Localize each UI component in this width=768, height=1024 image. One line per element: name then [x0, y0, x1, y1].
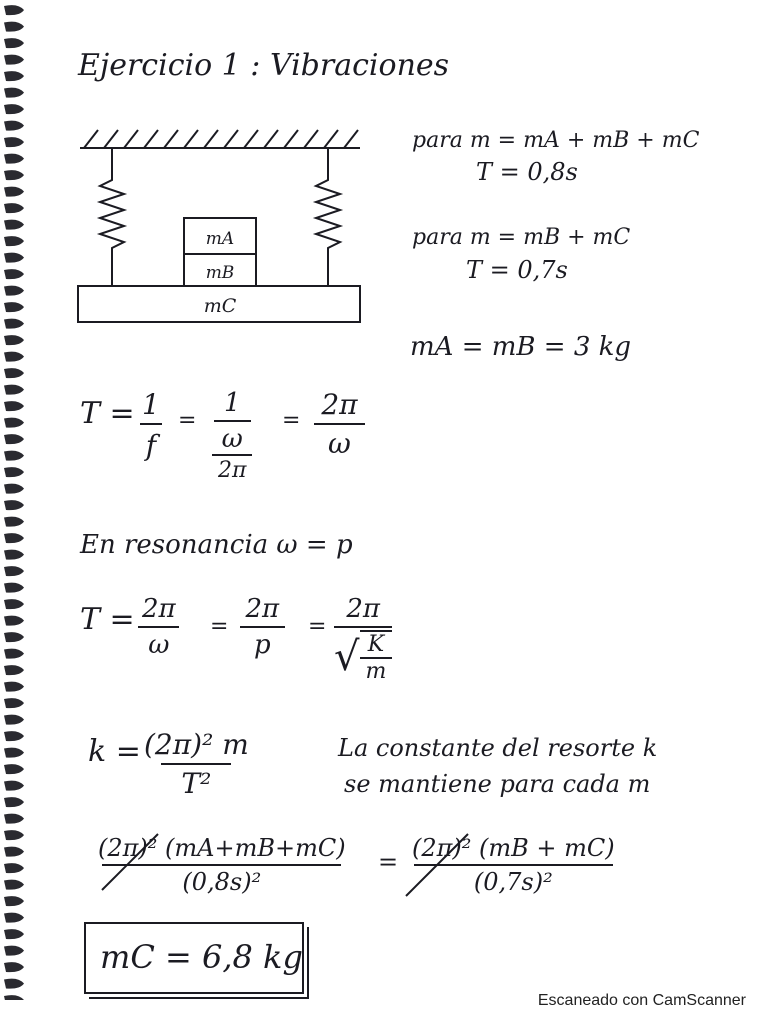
spiral-ring [4, 500, 24, 510]
spiral-ring [4, 236, 24, 246]
spiral-ring [4, 55, 24, 65]
res-lhs: T = [80, 602, 135, 637]
period-frac-2-den-bottom: 2π [212, 454, 252, 483]
res-frac-3-den-bottom: m [360, 657, 393, 684]
spiral-ring [4, 335, 24, 345]
spiral-ring [4, 253, 24, 263]
spiral-ring [4, 368, 24, 378]
period-frac-3 [314, 388, 365, 460]
sqrt-icon: √ [334, 634, 360, 680]
spiral-ring [4, 665, 24, 675]
spiral-ring [4, 121, 24, 131]
spiral-ring [4, 550, 24, 560]
scanner-watermark: Escaneado con CamScanner [537, 992, 746, 1009]
ceiling-support [80, 130, 360, 148]
spiral-ring [4, 104, 24, 114]
res-equals-1: = [210, 614, 229, 639]
k-lhs: k = [88, 734, 141, 769]
case-2-label: para m = mB + mC [412, 225, 631, 250]
spiral-ring [4, 286, 24, 296]
spiral-ring [4, 38, 24, 48]
note-line-2: se mantiene para cada m [344, 770, 651, 798]
spiral-ring [4, 797, 24, 807]
case-1-period: T = 0,8s [476, 158, 578, 186]
spiral-ring [4, 434, 24, 444]
mass-c-label: mC [203, 295, 237, 317]
res-frac-2 [240, 594, 285, 660]
period-frac-2 [212, 388, 252, 483]
right-spring [316, 148, 340, 286]
k-den: T² [161, 763, 231, 800]
final-right-num-b: (mB + mC) [479, 834, 615, 862]
cancel-stroke-left [96, 826, 176, 896]
period-frac-3-num: 2π [321, 388, 358, 421]
spiral-ring [4, 632, 24, 642]
case-1-label: para m = mA + mB + mC [412, 128, 700, 153]
res-frac-3 [334, 594, 392, 684]
mass-a-label: mA [205, 229, 235, 249]
note-line-1: La constante del resorte k [338, 734, 658, 762]
spiral-binding [0, 0, 40, 1000]
period-frac-1-num: 1 [142, 388, 160, 421]
spiral-ring [4, 649, 24, 659]
spiral-ring [4, 583, 24, 593]
spiral-ring [4, 682, 24, 692]
res-frac-1-num: 2π [142, 594, 176, 624]
spiral-ring [4, 814, 24, 824]
given-masses: mA = mB = 3 kg [410, 332, 632, 362]
res-frac-3-num: 2π [346, 594, 380, 624]
mass-b-label: mB [205, 263, 235, 283]
final-left-num-a: (2π)² [98, 834, 158, 862]
k-num: (2π)² m [144, 728, 249, 761]
spiral-ring [4, 781, 24, 791]
spiral-ring [4, 269, 24, 279]
spiral-ring [4, 22, 24, 32]
spiral-ring [4, 319, 24, 329]
spiral-ring [4, 896, 24, 906]
res-equals-2: = [308, 614, 327, 639]
spiral-ring [4, 154, 24, 164]
spiral-ring [4, 847, 24, 857]
final-right-num-a: (2π)² [412, 834, 472, 862]
final-left-den: (0,8s)² [102, 864, 341, 896]
spiral-ring [4, 385, 24, 395]
period-frac-3-den: ω [314, 423, 365, 460]
period-frac-1-den: f [140, 423, 162, 462]
spiral-ring [4, 71, 24, 81]
spiral-ring [4, 517, 24, 527]
spiral-ring [4, 137, 24, 147]
final-equals: = [378, 848, 399, 876]
spiral-ring [4, 203, 24, 213]
final-left-num-b: (mA+mB+mC) [165, 834, 346, 862]
left-spring [100, 148, 124, 286]
spiral-ring [4, 995, 24, 1000]
spiral-ring [4, 929, 24, 939]
spiral-ring [4, 764, 24, 774]
spring-mass-diagram [70, 120, 370, 330]
case-2-period: T = 0,7s [466, 256, 568, 284]
spiral-ring [4, 451, 24, 461]
period-lhs: T = [80, 396, 135, 431]
spiral-ring [4, 698, 24, 708]
spiral-ring [4, 401, 24, 411]
page-title: Ejercicio 1 : Vibraciones [78, 48, 450, 83]
spiral-ring [4, 484, 24, 494]
cancel-stroke-right [402, 826, 482, 902]
res-frac-2-den: p [240, 626, 285, 660]
spiral-ring [4, 170, 24, 180]
res-frac-3-den-top: K [367, 632, 385, 657]
spiral-ring [4, 880, 24, 890]
spiral-ring [4, 863, 24, 873]
spiral-ring [4, 913, 24, 923]
spiral-ring [4, 616, 24, 626]
spiral-ring [4, 946, 24, 956]
res-frac-1 [138, 594, 180, 660]
spiral-ring [4, 302, 24, 312]
k-frac [140, 728, 253, 800]
spiral-ring [4, 715, 24, 725]
spiral-ring [4, 418, 24, 428]
spiral-ring [4, 962, 24, 972]
spiral-ring [4, 352, 24, 362]
equals-1: = [178, 408, 197, 433]
period-frac-2-den-top: ω [214, 420, 251, 454]
resonance-condition: En resonancia ω = p [80, 530, 353, 560]
spiral-ring [4, 566, 24, 576]
spiral-ring [4, 979, 24, 989]
spiral-ring [4, 88, 24, 98]
res-frac-2-num: 2π [245, 594, 280, 624]
spiral-ring [4, 599, 24, 609]
spiral-ring [4, 731, 24, 741]
result-value: mC = 6,8 kg [100, 938, 303, 976]
spiral-ring [4, 5, 24, 15]
spiral-ring [4, 748, 24, 758]
final-right-den: (0,7s)² [414, 864, 613, 896]
res-frac-3-den [334, 626, 392, 684]
period-frac-2-num: 1 [223, 388, 241, 418]
equals-2: = [282, 408, 301, 433]
spiral-ring [4, 467, 24, 477]
spiral-ring [4, 830, 24, 840]
res-frac-1-den: ω [138, 626, 179, 660]
spiral-ring [4, 533, 24, 543]
spiral-ring [4, 220, 24, 230]
period-frac-1 [138, 388, 164, 462]
spiral-ring [4, 187, 24, 197]
